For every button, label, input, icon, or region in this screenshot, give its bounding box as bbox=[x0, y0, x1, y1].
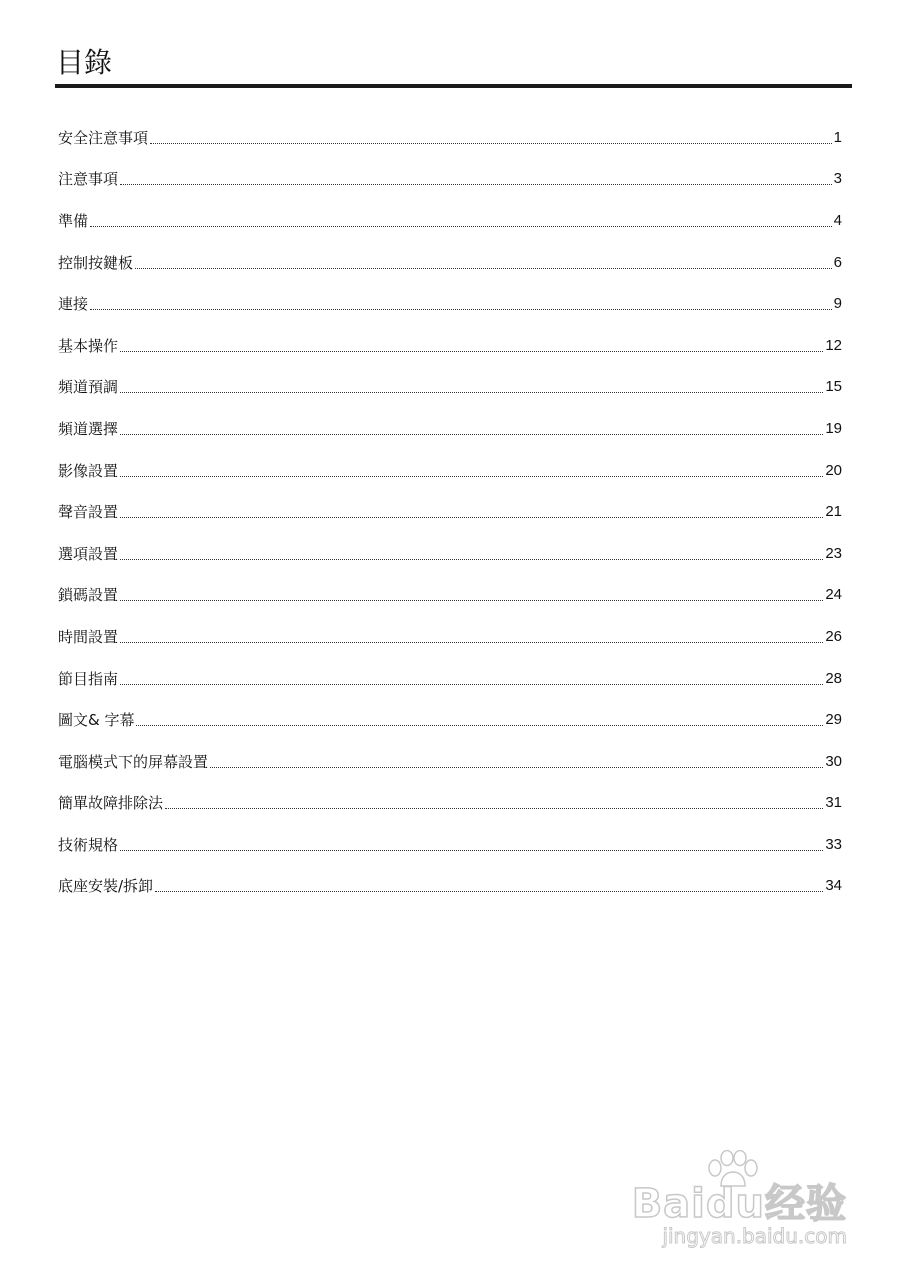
toc-item-page: 6 bbox=[833, 253, 842, 271]
toc-item-page: 3 bbox=[833, 170, 842, 188]
toc-item-label: 時間設置 bbox=[58, 627, 119, 646]
toc-item-label: 圖文& 字幕 bbox=[58, 711, 135, 730]
toc-leader-dots bbox=[120, 585, 823, 605]
toc-item[interactable] bbox=[58, 658, 842, 700]
toc-item-page: 1 bbox=[833, 128, 842, 146]
toc-item-page: 26 bbox=[825, 627, 842, 645]
toc-leader-dots bbox=[120, 419, 823, 439]
toc-item[interactable] bbox=[58, 367, 842, 409]
toc-item-label: 控制按鍵板 bbox=[58, 253, 134, 272]
toc-item-page: 31 bbox=[825, 794, 842, 812]
watermark bbox=[627, 1150, 847, 1250]
header bbox=[55, 46, 852, 80]
watermark-url: jingyan.baidu.com bbox=[662, 1224, 847, 1248]
toc-leader-dots bbox=[150, 128, 832, 148]
toc-item-label: 注意事項 bbox=[58, 170, 119, 189]
toc-item[interactable] bbox=[58, 200, 842, 242]
toc-leader-dots bbox=[120, 544, 823, 564]
toc-item-label: 基本操作 bbox=[58, 336, 119, 355]
toc-item[interactable] bbox=[58, 866, 842, 908]
toc-item-label: 技術規格 bbox=[58, 835, 119, 854]
toc-item-label: 節目指南 bbox=[58, 669, 119, 688]
toc-item-page: 12 bbox=[825, 336, 842, 354]
toc-item-page: 4 bbox=[833, 211, 842, 229]
toc-item-label: 選項設置 bbox=[58, 544, 119, 563]
toc-item-page: 29 bbox=[825, 711, 842, 729]
toc-item-label: 頻道預調 bbox=[58, 378, 119, 397]
toc-item[interactable] bbox=[58, 616, 842, 658]
toc-leader-dots bbox=[210, 752, 823, 772]
toc-item[interactable] bbox=[58, 450, 842, 492]
toc-leader-dots bbox=[120, 627, 823, 647]
toc-leader-dots bbox=[120, 669, 823, 689]
toc-item-page: 19 bbox=[825, 419, 842, 437]
toc-item[interactable] bbox=[58, 824, 842, 866]
toc-item-page: 30 bbox=[825, 752, 842, 770]
toc-item[interactable] bbox=[58, 283, 842, 325]
toc-item-label: 簡單故障排除法 bbox=[58, 794, 164, 813]
toc-item[interactable] bbox=[58, 533, 842, 575]
toc-item-page: 21 bbox=[825, 503, 842, 521]
toc-item[interactable] bbox=[58, 159, 842, 201]
toc-leader-dots bbox=[90, 211, 832, 231]
toc-item-page: 20 bbox=[825, 461, 842, 479]
toc-item-page: 24 bbox=[825, 586, 842, 604]
toc-item-page: 9 bbox=[833, 295, 842, 313]
toc-leader-dots bbox=[136, 710, 823, 730]
toc-item-label: 準備 bbox=[58, 211, 89, 230]
toc-leader-dots bbox=[165, 793, 823, 813]
toc-leader-dots bbox=[155, 876, 823, 896]
toc-leader-dots bbox=[90, 294, 832, 314]
toc-leader-dots bbox=[120, 377, 823, 397]
toc-leader-dots bbox=[120, 169, 832, 189]
toc-leader-dots bbox=[120, 461, 823, 481]
watermark-brand: Baidu经验 bbox=[631, 1181, 847, 1227]
toc-item-page: 33 bbox=[825, 835, 842, 853]
toc-leader-dots bbox=[120, 336, 823, 356]
toc-item-label: 鎖碼設置 bbox=[58, 586, 119, 605]
toc-item[interactable] bbox=[58, 491, 842, 533]
toc-item[interactable] bbox=[58, 325, 842, 367]
toc-item-label: 聲音設置 bbox=[58, 503, 119, 522]
toc-item-label: 頻道選擇 bbox=[58, 419, 119, 438]
toc-leader-dots bbox=[120, 502, 823, 522]
table-of-contents bbox=[58, 117, 842, 907]
toc-leader-dots bbox=[120, 835, 823, 855]
toc-item[interactable] bbox=[58, 699, 842, 741]
toc-item-page: 23 bbox=[825, 544, 842, 562]
toc-item-page: 15 bbox=[825, 378, 842, 396]
toc-item[interactable] bbox=[58, 242, 842, 284]
toc-item[interactable] bbox=[58, 783, 842, 825]
toc-item[interactable] bbox=[58, 575, 842, 617]
toc-item-label: 安全注意事項 bbox=[58, 128, 149, 147]
toc-item-label: 連接 bbox=[58, 295, 89, 314]
toc-item-page: 34 bbox=[825, 877, 842, 895]
toc-item[interactable] bbox=[58, 408, 842, 450]
toc-item[interactable] bbox=[58, 117, 842, 159]
toc-item-label: 底座安裝/拆卸 bbox=[58, 877, 154, 896]
title-divider bbox=[55, 84, 852, 88]
page-title: 目錄 bbox=[56, 46, 113, 79]
toc-item[interactable] bbox=[58, 741, 842, 783]
toc-item-label: 影像設置 bbox=[58, 461, 119, 480]
toc-item-page: 28 bbox=[825, 669, 842, 687]
toc-item-label: 電腦模式下的屏幕設置 bbox=[58, 752, 209, 771]
toc-leader-dots bbox=[135, 253, 832, 273]
